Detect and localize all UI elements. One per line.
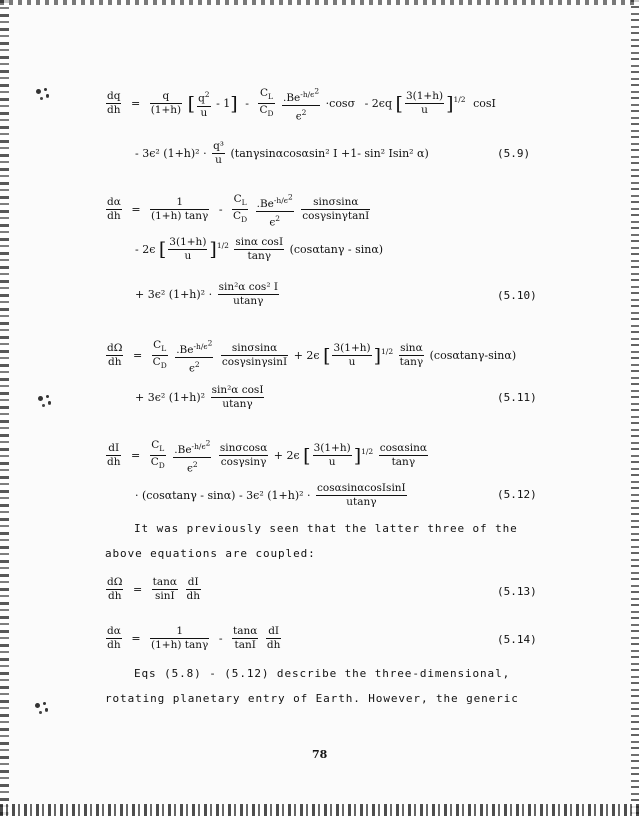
page-number: 78	[312, 748, 328, 761]
equation-5-11-line-2: + 3ϵ² (1+h)² $\frac{\text{sin²α cosI}}{utan\gamma}$	[135, 384, 264, 410]
scan-edge-bottom	[0, 804, 639, 816]
paragraph-line: rotating planetary entry of Earth. However, the generic	[105, 692, 519, 705]
equation-5-12-line-1: $\frac{dI}{dh}$ = $\frac{C_L}{C_D}$ $\frac{.Be^{-h/\epsilon^2}}{\epsilon^2}$ $\frac{\sin\sigma\cos\alpha}{\cos\gamma\sin\gamma}$ + 2ϵ [ $\frac{3(1+h)}{u}$ ]$^{1/2}$ $\frac{\cos\alpha\sin\alpha}{\tan\gamma}$	[107, 438, 427, 475]
paragraph-line: Eqs (5.8) - (5.12) describe the three-dimensional,	[134, 667, 511, 680]
scan-blot	[33, 700, 51, 714]
equation-5-10-line-3: + 3ϵ² (1+h)² · $\frac{\text{sin²α cos² I}}{utan\gamma}$	[135, 281, 279, 307]
equation-number: (5.13)	[497, 585, 537, 598]
equation-5-14: $\frac{d\alpha}{dh}$ = $\frac{1}{(1+h) \tan\gamma}$ - $\frac{\tan\alpha}{\tan I}$ $\frac{dI}{dh}$	[107, 625, 281, 651]
equation-5-11-line-1: $\frac{d\Omega}{dh}$ = $\frac{C_L}{C_D}$ $\frac{.Be^{-h/\epsilon^2}}{\epsilon^2}$ $\frac{\sin\sigma\sin\alpha}{\cos\gamma\sin\gamma\sin I}$ + 2ϵ [ $\frac{3(1+h)}{u}$ ]$^{1/2}$ $\frac{\sin\alpha}{\tan\gamma}$ (cosαtanγ-sinα)	[107, 338, 517, 375]
scan-blot	[36, 393, 54, 407]
equation-number: (5.14)	[497, 633, 537, 646]
equation-5-9-line-1: $\frac{dq}{dh}$ = $\frac{q}{(1+h)}$ [ $\frac{q^2}{u}$ - 1] - $\frac{C_L}{C_D}$ $\frac{.Be^{-h/\epsilon^2}}{\epsilon^2}$ ·cosσ - 2ϵq [ $\frac{3(1+h)}{u}$ ]$^{1/2}$ cosI	[107, 86, 496, 123]
equation-5-13: $\frac{d\Omega}{dh}$ = $\frac{\tan\alpha}{\sin I}$ $\frac{dI}{dh}$	[107, 576, 200, 602]
paragraph-line: It was previously seen that the latter three of the	[134, 522, 518, 535]
scan-edge-right	[631, 0, 639, 816]
equation-number: (5.9)	[497, 147, 531, 160]
scan-edge-top	[0, 0, 639, 5]
scan-edge-left	[0, 0, 9, 816]
scan-blot	[34, 86, 52, 100]
equation-number: (5.11)	[497, 391, 537, 404]
equation-5-10-line-2: - 2ϵ [ $\frac{3(1+h)}{u}$ ]$^{1/2}$ $\frac{\text{sinα cosI}}{\tan\gamma}$ (cosαtanγ - sinα)	[135, 236, 384, 262]
paragraph-line: above equations are coupled:	[105, 547, 316, 560]
equation-number: (5.12)	[497, 488, 537, 501]
equation-5-10-line-1: $\frac{d\alpha}{dh}$ = $\frac{1}{(1+h) \tan\gamma}$ - $\frac{C_L}{C_D}$ $\frac{.Be^{-h/\epsilon^2}}{\epsilon^2}$ $\frac{\sin\sigma\sin\alpha}{\cos\gamma\sin\gamma\tan I}$	[107, 192, 370, 229]
equation-5-12-line-2: · (cosαtanγ - sinα) - 3ϵ² (1+h)² · $\frac{\text{cosαsinαcosIsinI}}{utan\gamma}$	[135, 482, 406, 508]
equation-5-9-line-2: - 3ϵ² (1+h)² · $\frac{\text{q³}}{u}$ (tanγsinαcosαsin² I +1- sin² Isin² α)	[135, 140, 429, 166]
equation-number: (5.10)	[497, 289, 537, 302]
